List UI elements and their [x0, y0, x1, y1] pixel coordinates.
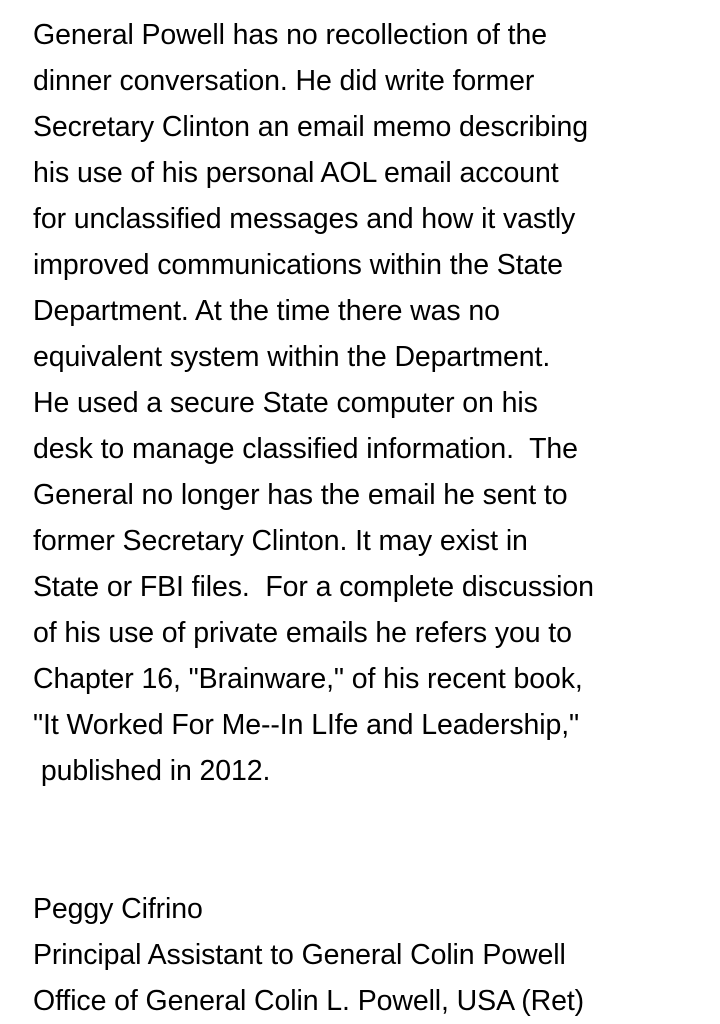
document	[33, 12, 713, 1024]
text-line: his use of his personal AOL email account	[33, 157, 559, 189]
text-line: General no longer has the email he sent to	[33, 479, 568, 511]
text-line: for unclassified messages and how it vastly	[33, 203, 576, 235]
signature-office: Office of General Colin L. Powell, USA (Ret)	[33, 985, 585, 1017]
text-line: State or FBI files. For a complete discussion	[33, 571, 594, 603]
text-line: desk to manage classified information. The	[33, 433, 578, 465]
signature-name: Peggy Cifrino	[33, 893, 203, 925]
statement-paragraph	[33, 12, 713, 794]
text-line: Chapter 16, "Brainware," of his recent book,	[33, 663, 583, 695]
text-line: Department. At the time there was no	[33, 295, 500, 327]
paragraph-gap	[33, 794, 713, 886]
text-line: published in 2012.	[33, 755, 271, 787]
text-line: dinner conversation. He did write former	[33, 65, 535, 97]
text-line: Secretary Clinton an email memo describing	[33, 111, 588, 143]
text-line: former Secretary Clinton. It may exist in	[33, 525, 528, 557]
text-line: He used a secure State computer on his	[33, 387, 538, 419]
signature-block	[33, 886, 713, 1024]
text-line: General Powell has no recollection of the	[33, 19, 547, 51]
text-line: equivalent system within the Department.	[33, 341, 551, 373]
signature-title: Principal Assistant to General Colin Powell	[33, 939, 566, 971]
text-line: of his use of private emails he refers you to	[33, 617, 572, 649]
text-line: improved communications within the State	[33, 249, 563, 281]
text-line: "It Worked For Me--In LIfe and Leadership,"	[33, 709, 580, 741]
